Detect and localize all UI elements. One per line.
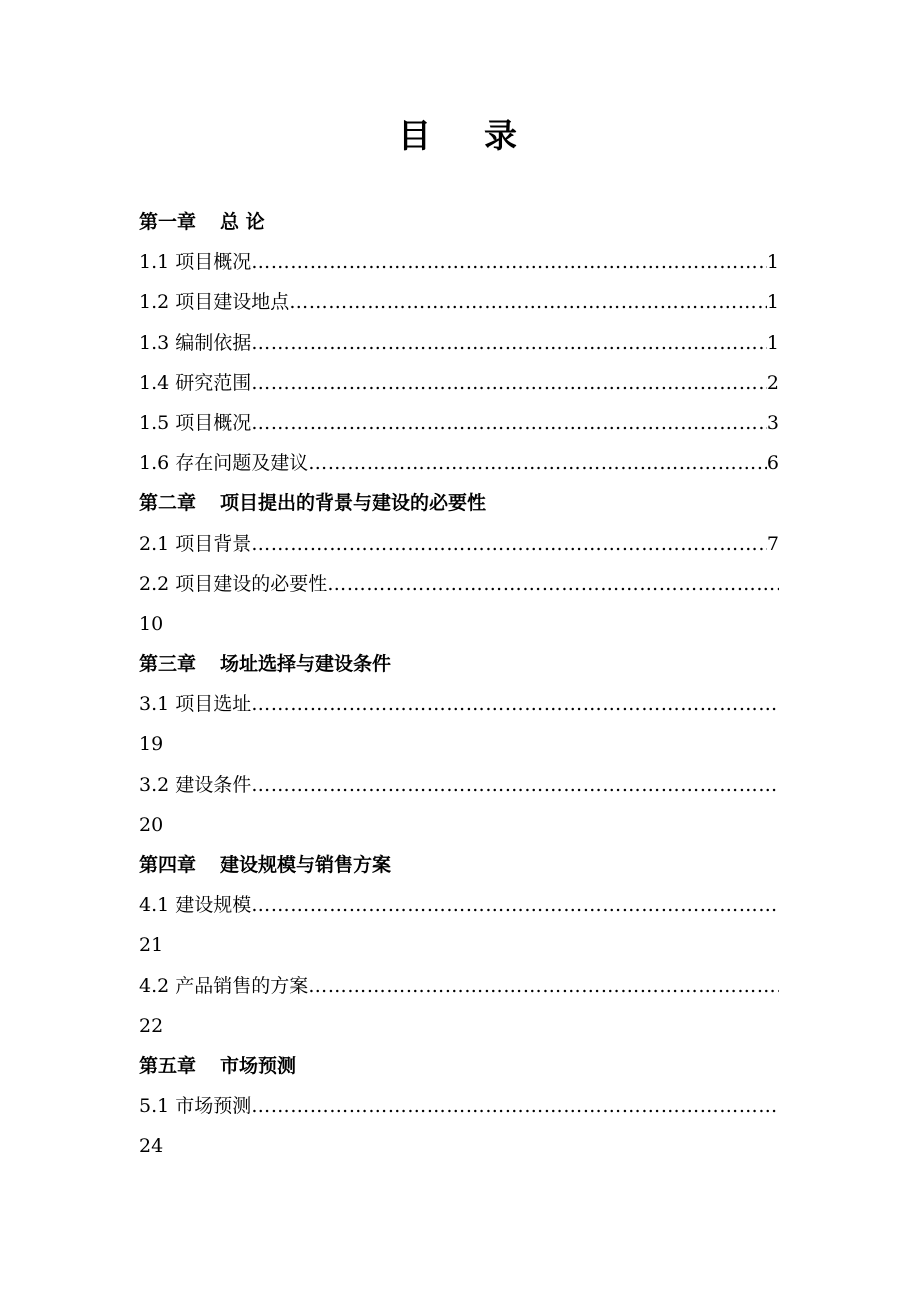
toc-entry-label: 3.2 建设条件	[139, 773, 252, 796]
toc-entry-page: 22	[139, 1014, 164, 1037]
title-char-2: 录	[484, 116, 517, 155]
toc-entry[interactable]	[139, 966, 779, 1006]
toc-entry[interactable]	[139, 564, 779, 604]
toc-entry-label: 4.1 建设规模	[139, 894, 252, 917]
chapter-title: 项目提出的背景与建设的必要性	[220, 492, 487, 515]
toc-entry-label: 1.2 项目建设地点	[139, 291, 290, 314]
leader-dots	[251, 885, 779, 925]
toc-entry-label: 1.5 项目概况	[139, 411, 252, 434]
chapter-heading[interactable]	[139, 483, 779, 523]
leader-dots	[251, 403, 767, 443]
toc-entry-page: 1	[766, 291, 779, 314]
toc-entry-page: 6	[766, 452, 779, 475]
toc-entry-label: 4.2 产品销售的方案	[139, 974, 309, 997]
toc-entry-page: 19	[139, 733, 164, 756]
toc-entry-page: 2	[766, 371, 779, 394]
toc-entry[interactable]	[139, 403, 779, 443]
toc-entry[interactable]	[139, 684, 779, 724]
toc-entry-label: 1.1 项目概况	[139, 251, 252, 274]
toc-entry-page: 7	[766, 532, 779, 555]
leader-dots	[308, 966, 779, 1006]
toc-entry-page: 20	[139, 813, 164, 836]
toc-entry[interactable]	[139, 765, 779, 805]
chapter-heading[interactable]	[139, 845, 779, 885]
chapter-number: 第四章	[139, 854, 197, 876]
toc-entry-page: 3	[766, 411, 779, 434]
leader-dots	[251, 765, 779, 805]
leader-dots	[289, 282, 767, 322]
chapter-heading[interactable]	[139, 644, 779, 684]
toc-entry-label: 2.1 项目背景	[139, 532, 252, 555]
table-of-contents	[139, 202, 779, 1167]
toc-entry[interactable]	[139, 363, 779, 403]
toc-entry-label: 3.1 项目选址	[139, 693, 252, 716]
chapter-title: 场址选择与建设条件	[220, 653, 392, 676]
chapter-title: 总 论	[220, 211, 265, 233]
chapter-heading[interactable]	[139, 1046, 779, 1086]
toc-entry[interactable]	[139, 524, 779, 564]
toc-entry-page: 24	[139, 1135, 164, 1158]
leader-dots	[251, 1086, 779, 1126]
toc-entry[interactable]	[139, 1086, 779, 1126]
title-char-1: 目	[398, 116, 431, 155]
toc-entry-label: 2.2 项目建设的必要性	[139, 572, 328, 595]
toc-entry-page: 21	[139, 934, 164, 957]
chapter-title: 建设规模与销售方案	[220, 854, 392, 876]
toc-entry-label: 1.3 编制依据	[139, 331, 252, 354]
chapter-heading[interactable]	[139, 202, 779, 242]
chapter-number: 第三章	[139, 653, 197, 676]
chapter-number: 第一章	[139, 211, 197, 233]
leader-dots	[327, 564, 779, 604]
chapter-title: 市场预测	[220, 1054, 297, 1077]
toc-entry-label: 1.4 研究范围	[139, 371, 252, 394]
chapter-number: 第五章	[139, 1054, 197, 1077]
toc-entry[interactable]	[139, 443, 779, 483]
toc-entry[interactable]	[139, 885, 779, 925]
toc-entry-page: 10	[139, 612, 164, 635]
toc-entry[interactable]	[139, 323, 779, 363]
leader-dots	[251, 323, 767, 363]
toc-entry-label: 1.6 存在问题及建议	[139, 452, 309, 475]
toc-entry[interactable]	[139, 282, 779, 322]
leader-dots	[308, 443, 767, 483]
leader-dots	[251, 363, 767, 403]
leader-dots	[251, 242, 767, 282]
leader-dots	[251, 684, 779, 724]
toc-entry[interactable]	[139, 242, 779, 282]
toc-entry-label: 5.1 市场预测	[139, 1095, 252, 1118]
chapter-number: 第二章	[139, 492, 197, 515]
toc-entry-page: 1	[766, 251, 779, 274]
toc-entry-page: 1	[766, 331, 779, 354]
leader-dots	[251, 524, 767, 564]
